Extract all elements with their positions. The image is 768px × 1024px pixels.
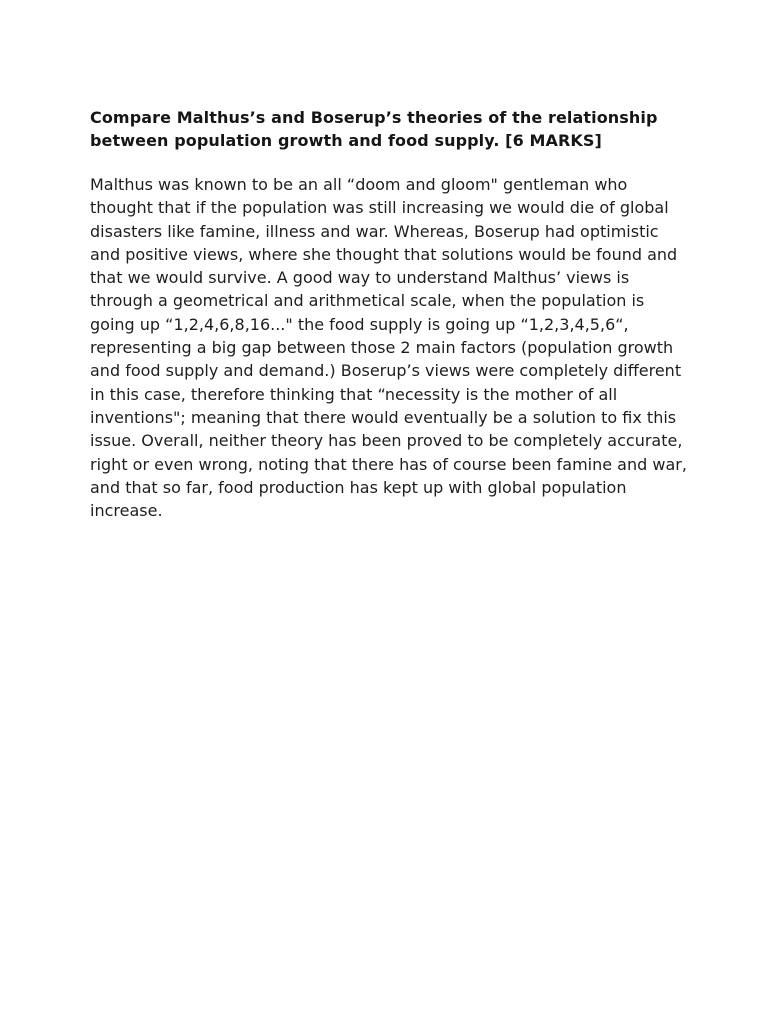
answer-paragraph: Malthus was known to be an all “doom and gloom" gentleman who thought that if the population was still increasing we would die of global disasters like famine, illness and war. Whereas, Boserup had optimistic and positive views, where she thought that solutions would be found and that we would survive. A good way to understand Malthus’ views is through a geometrical and arithmetical scale, when the population is going up “1,2,4,6,8,16..." the food supply is going up “1,2,3,4,5,6“, representing a big gap between those 2 main factors (population growth and food supply and demand.) Boserup’s views were completely different in this case, therefore thinking that “necessity is the mother of all inventions"; meaning that there would eventually be a solution to fix this issue. Overall, neither theory has been proved to be completely accurate, right or even wrong, noting that there has of course been famine and war, and that so far, food production has kept up with global population increase.	[90, 175, 687, 521]
question-heading: Compare Malthus’s and Boserup’s theories of the relationship between population growth and food supply. [6 MARKS]	[90, 108, 658, 150]
document-content	[90, 106, 690, 522]
